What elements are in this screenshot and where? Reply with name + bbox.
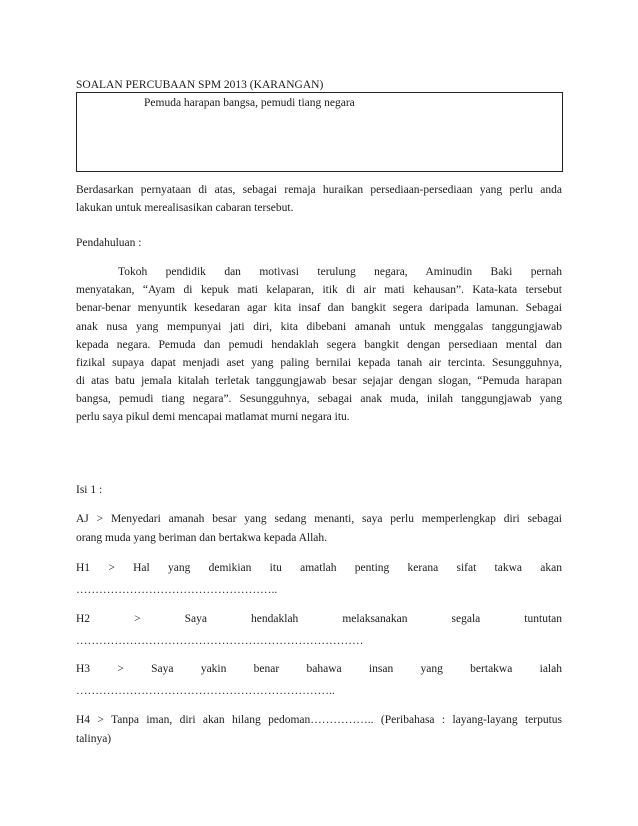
pendahuluan-line: bangsa, pemudi tiang negara”. Sesungguhnya, sebagai anak muda, inilah tanggungjawab yang — [76, 393, 562, 405]
pendahuluan-line: perlu saya pikul demi mencapai matlamat murni negara itu. — [76, 411, 350, 423]
pendahuluan-line: fizikal supaya dapat menjadi aset yang paling bernilai kepada tanah air tercinta. Sesungguhnya, — [76, 357, 562, 369]
pendahuluan-heading: Pendahuluan : — [76, 237, 142, 249]
h3-dots: ………………………………………………………….. — [76, 685, 335, 697]
question-box — [76, 92, 563, 172]
doc-title: SOALAN PERCUBAAN SPM 2013 (KARANGAN) — [76, 79, 324, 91]
aj-line: AJ > Menyedari amanah besar yang sedang menanti, saya perlu memperlengkap diri sebagai — [76, 513, 562, 525]
pendahuluan-line: anak nusa yang mempunyai jati diri, kita dibebani amanah untuk menggalas tanggungjawab — [76, 321, 562, 333]
pendahuluan-line: menyatakan, “Ayam di kepuk mati kelaparan, itik di air mati kehausan”. Kata-kata tersebut — [76, 284, 562, 296]
h4-line: talinya) — [76, 733, 112, 745]
h2-line: H2 > Saya hendaklah melaksanakan segala tuntutan — [76, 613, 562, 625]
pendahuluan-line: benar-benar menyuntik kesedaran agar kita insaf dan bangkit segera daripada lamunan. Sebagai — [76, 302, 562, 314]
pendahuluan-line: di atas batu jemala kitalah terletak tanggungjawab besar sejajar dengan slogan, “Pemuda harapan — [76, 375, 562, 387]
question-line: Berdasarkan pernyataan di atas, sebagai remaja huraikan persediaan-persediaan yang perlu anda — [76, 184, 562, 196]
isi1-heading: Isi 1 : — [76, 484, 103, 496]
h3-line: H3 > Saya yakin benar bahawa insan yang bertakwa ialah — [76, 663, 562, 675]
question-box-text: Pemuda harapan bangsa, pemudi tiang negara — [144, 97, 355, 109]
h1-dots: …………………………………………….. — [76, 584, 278, 596]
question-line: lakukan untuk merealisasikan cabaran tersebut. — [76, 202, 294, 214]
pendahuluan-line: kepada negara. Pemuda dan pemudi hendaklah segera bangkit dengan persediaan mental dan — [76, 339, 562, 351]
h1-line: H1 > Hal yang demikian itu amatlah penting kerana sifat takwa akan — [76, 562, 562, 574]
pendahuluan-line: Tokoh pendidik dan motivasi terulung negara, Aminudin Baki pernah — [118, 266, 562, 278]
h4-line: H4 > Tanpa iman, diri akan hilang pedoman…………….. (Peribahasa : layang-layang terputus — [76, 714, 562, 726]
aj-line: orang muda yang beriman dan bertakwa kepada Allah. — [76, 532, 327, 544]
h2-dots: ………………………………………………………………… — [76, 635, 364, 647]
